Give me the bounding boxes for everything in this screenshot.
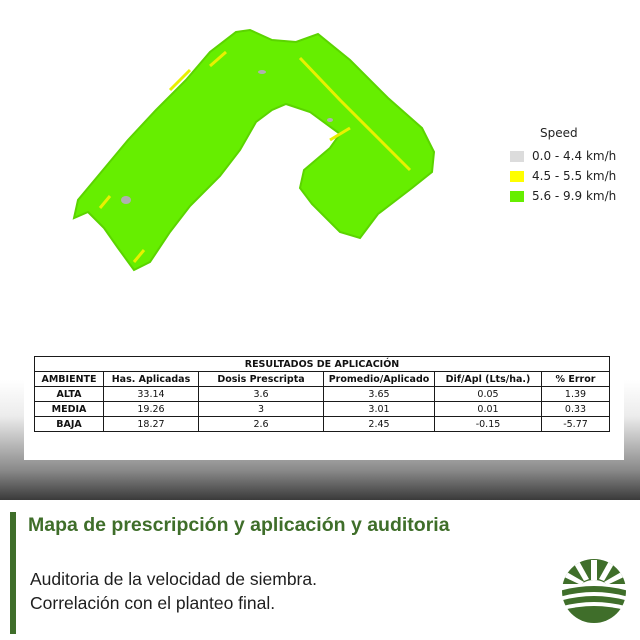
caption-line: Correlación con el planteo final. [30,593,276,613]
legend-item [510,146,616,166]
legend-title: Speed [540,126,578,140]
table-title: RESULTADOS DE APLICACIÓN [35,357,610,372]
speed-map [0,0,640,300]
caption-line: Auditoria de la velocidad de siembra. [30,569,317,589]
brand-logo-icon [556,558,632,624]
header-cell: % Error [542,372,610,387]
table-cell: 19.26 [104,402,199,417]
results-table [34,356,610,432]
legend-swatch-gray [510,151,524,162]
legend-swatch-green [510,191,524,202]
caption-body [30,567,317,615]
table-cell: 0.05 [435,387,542,402]
table-header-row [35,372,610,387]
table-cell: 2.45 [324,417,435,432]
header-cell: AMBIENTE [35,372,104,387]
table-cell: 0.01 [435,402,542,417]
table-row [35,417,610,432]
header-cell: Promedio/Aplicado [324,372,435,387]
table-cell: 3.01 [324,402,435,417]
speed-legend [510,126,616,206]
results-panel [24,342,624,460]
table-cell: 33.14 [104,387,199,402]
table-cell: 18.27 [104,417,199,432]
header-cell: Dosis Prescripta [199,372,324,387]
header-cell: Has. Aplicadas [104,372,199,387]
field-polygon [74,30,434,270]
table-cell: 0.33 [542,402,610,417]
table-cell: 1.39 [542,387,610,402]
table-cell: BAJA [35,417,104,432]
legend-label: 4.5 - 5.5 km/h [532,169,617,183]
caption-panel [0,500,640,640]
legend-item [510,186,616,206]
table-cell: MEDIA [35,402,104,417]
table-cell: 3 [199,402,324,417]
table-row [35,402,610,417]
table-cell: 3.65 [324,387,435,402]
legend-label: 0.0 - 4.4 km/h [532,149,617,163]
legend-label: 5.6 - 9.9 km/h [532,189,617,203]
header-cell: Dif/Apl (Lts/ha.) [435,372,542,387]
table-cell: ALTA [35,387,104,402]
accent-bar [10,512,16,634]
legend-swatch-yellow [510,171,524,182]
table-cell: 2.6 [199,417,324,432]
table-row [35,387,610,402]
table-cell: -5.77 [542,417,610,432]
legend-item [510,166,616,186]
headline: Mapa de prescripción y aplicación y auditoria [28,514,450,536]
table-cell: -0.15 [435,417,542,432]
table-cell: 3.6 [199,387,324,402]
